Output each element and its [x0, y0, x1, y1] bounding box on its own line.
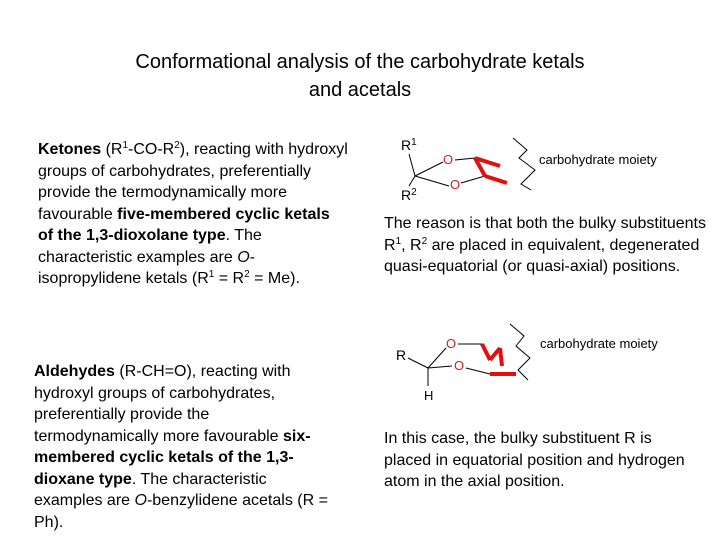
aldehydes-after-emphasis: . The characteristic examples are [34, 470, 267, 509]
ketones-formula-close: ), reacting with hydroxyl groups of carbohydrates, preferentially provide the termodynamically more favourable [38, 141, 348, 223]
carbohydrate-squiggle [513, 138, 535, 190]
oxygen-top-label: O [443, 152, 454, 167]
oxygen-bottom-label: O [454, 358, 465, 373]
aldehydes-term: Aldehydes [34, 363, 115, 380]
ketones-formula-mid: -CO-R [128, 141, 175, 158]
ketones-italic-o: O [237, 248, 250, 266]
o-c-bond-top [455, 158, 475, 160]
aldehydes-italic-o: O [134, 492, 147, 509]
ketones-sup-2: 2 [174, 140, 180, 151]
ketones-sup-3: 1 [208, 269, 215, 280]
ketones-term: Ketones [38, 141, 102, 158]
title-line-2: and acetals [308, 79, 412, 101]
h-label: H [424, 388, 434, 403]
reason-text-b: , R [401, 236, 422, 254]
carbohydrate-moiety-label: carbohydrate moiety [539, 152, 657, 167]
ketones-sup-4: 2 [244, 269, 250, 280]
ketones-tail-a: -isopropylidene ketals (R [38, 248, 255, 287]
oxygen-top-label: O [446, 336, 457, 351]
aldehydes-tail: -benzylidene acetals (R = Ph). [34, 492, 328, 531]
oxygen-bottom-label: O [450, 177, 461, 192]
aldehydes-paragraph [34, 361, 334, 533]
ketones-tail-c: = Me). [249, 270, 300, 287]
reason-sup-2: 2 [421, 235, 428, 247]
reason-sup-1: 1 [395, 235, 402, 247]
r2-label: $R^2$ [401, 187, 417, 203]
r-bond [408, 358, 428, 368]
case-paragraph [384, 428, 694, 493]
ketones-emphasis: five-membered cyclic ketals of the 1,3-dioxolane type [38, 205, 330, 244]
title-line-1: Conformational analysis of the carbohydrate ketals [135, 51, 585, 73]
page-title [30, 48, 690, 104]
o-c-bond-bottom [461, 176, 485, 183]
case-text: In this case, the bulky substituent R is placed in equatorial position and hydrogen atom in the axial position. [384, 430, 685, 490]
r1-bond [409, 154, 415, 176]
dioxolane-structure-diagram [395, 128, 695, 208]
ring-bond-red-1 [482, 344, 490, 360]
ketones-tail-b: = R [214, 270, 245, 287]
reason-paragraph [384, 213, 714, 278]
r1-label: $R^1$ [401, 137, 417, 153]
r2-bond [409, 176, 415, 186]
ketones-after-emphasis: . The characteristic examples are [38, 227, 262, 266]
o-c-bond-bottom [466, 368, 490, 374]
ring-bond-red-3 [500, 348, 502, 366]
carbohydrate-moiety-label: carbohydrate moiety [540, 336, 658, 351]
dioxane-structure-diagram [390, 318, 700, 406]
r-label: R [396, 347, 407, 363]
c-o-bond-top [415, 162, 443, 176]
c-o-bond-bottom [415, 176, 449, 186]
ketones-paragraph [38, 139, 348, 290]
carbohydrate-squiggle [510, 324, 530, 380]
ketones-sup-1: 1 [122, 140, 129, 151]
c-o-bond-top [428, 348, 446, 368]
c-o-bond-bottom [428, 366, 452, 368]
ketones-formula-open: (R [101, 141, 123, 158]
reason-text-a: The reason is that both the bulky substituents R [384, 215, 706, 254]
aldehydes-emphasis: six-membered cyclic ketals of the 1,3-dioxane type [34, 427, 311, 488]
ring-bond-red-3 [485, 176, 507, 183]
reason-text-c: are placed in equivalent, degenerated quasi-equatorial (or quasi-axial) positions. [384, 236, 700, 275]
aldehydes-formula: (R-CH=O), reacting with hydroxyl groups of carbohydrates, preferentially provide the termodynamically more favourable [34, 363, 291, 445]
